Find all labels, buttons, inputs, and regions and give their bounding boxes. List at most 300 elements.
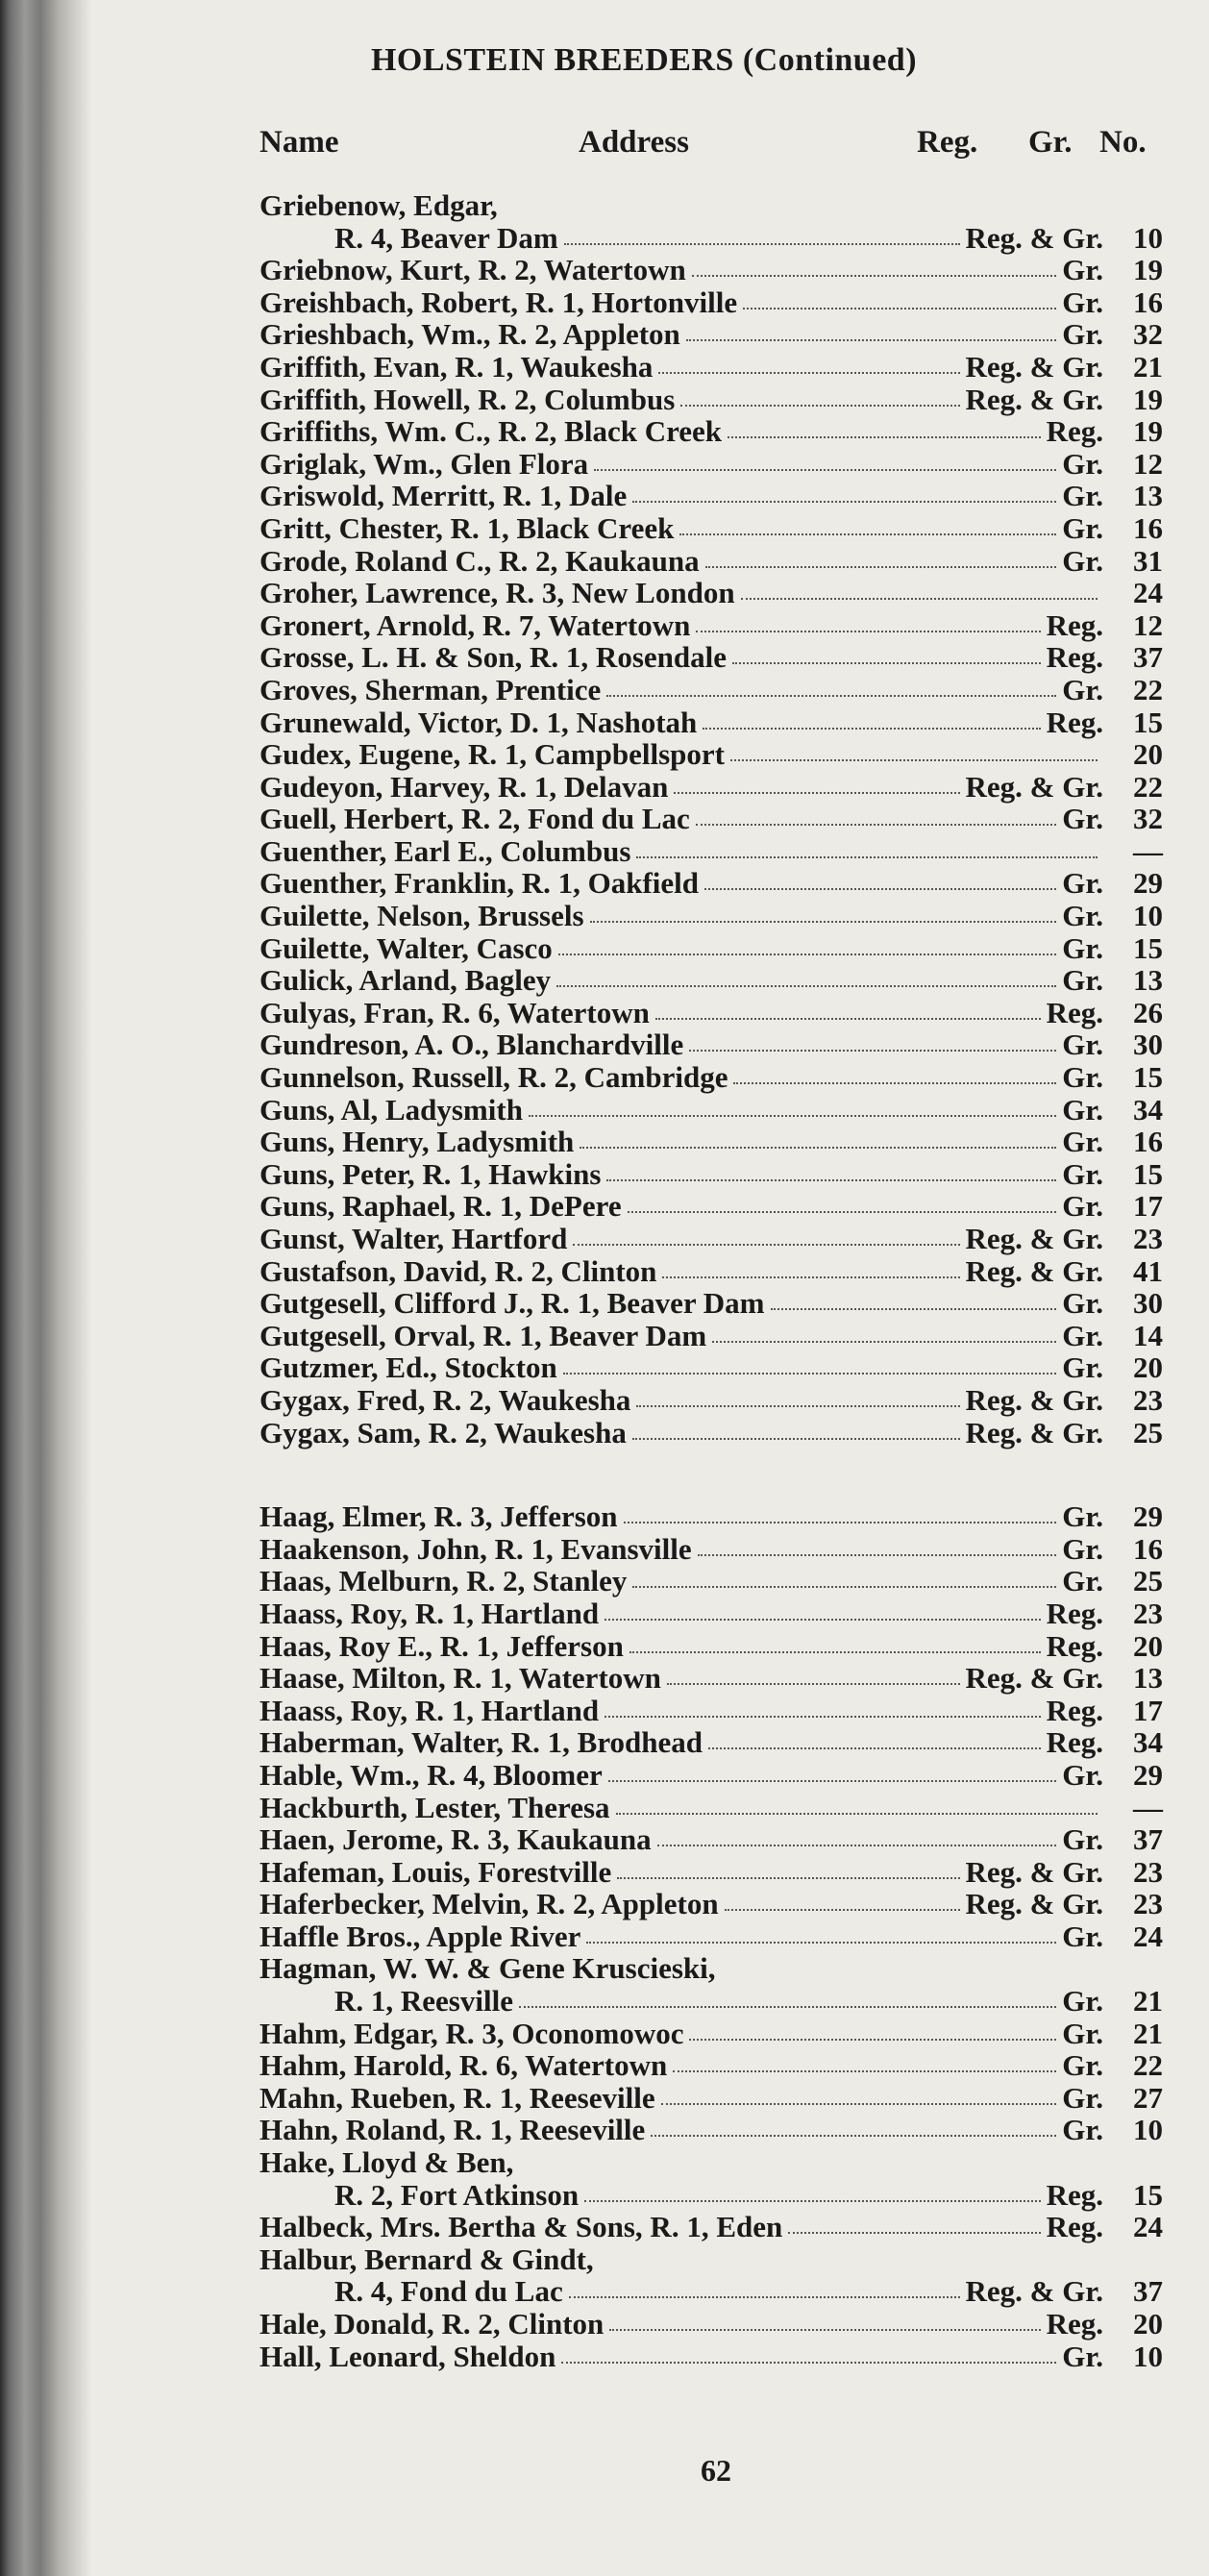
list-item bbox=[259, 2275, 1163, 2308]
column-header-reg: Reg. bbox=[917, 125, 978, 160]
dot-leader bbox=[788, 2211, 1040, 2234]
herd-count: 27 bbox=[1133, 2080, 1163, 2115]
dot-leader bbox=[689, 1028, 1056, 1052]
breeder-name-address: Hale, Donald, R. 2, Clinton bbox=[259, 2307, 604, 2341]
breeder-name-address: Gulick, Arland, Bagley bbox=[259, 963, 552, 998]
dot-leader bbox=[629, 1630, 1041, 1653]
list-item bbox=[259, 609, 1163, 642]
breeder-name-address: Guns, Peter, R. 1, Hawkins bbox=[259, 1156, 602, 1191]
dot-leader bbox=[673, 2049, 1056, 2072]
list-item bbox=[259, 512, 1163, 545]
registration-status: Reg. bbox=[1046, 2210, 1103, 2244]
registration-status: Gr. bbox=[1062, 1060, 1103, 1095]
dot-leader bbox=[594, 448, 1056, 471]
list-item bbox=[259, 2049, 1163, 2082]
registration-status: Gr. bbox=[1062, 2113, 1103, 2147]
breeder-name-address: Groher, Lawrence, R. 3, New London bbox=[259, 576, 735, 610]
breeder-name-address: Guell, Herbert, R. 2, Fond du Lac bbox=[259, 802, 690, 836]
registration-status: Gr. bbox=[1062, 1156, 1103, 1191]
dot-leader bbox=[698, 1533, 1057, 1556]
breeder-name-address: R. 4, Fond du Lac bbox=[334, 2274, 563, 2309]
registration-status: Gr. bbox=[1062, 1318, 1103, 1352]
registration-status: Reg. bbox=[1046, 607, 1103, 642]
column-header-name: Name bbox=[259, 125, 339, 160]
breeder-name-address: Griglak, Wm., Glen Flora bbox=[259, 446, 589, 481]
list-item bbox=[259, 674, 1163, 706]
dot-leader bbox=[722, 1952, 1098, 1973]
list-item bbox=[259, 2146, 1163, 2179]
herd-count: 17 bbox=[1133, 1189, 1163, 1224]
herd-count: — bbox=[1133, 833, 1163, 868]
breeder-name-address: Griffith, Howell, R. 2, Columbus bbox=[259, 382, 676, 416]
column-header-gr: Gr. bbox=[1028, 125, 1073, 160]
list-item bbox=[259, 1061, 1163, 1094]
list-item bbox=[259, 1662, 1163, 1695]
breeder-name-address: Haffle Bros., Apple River bbox=[259, 1919, 581, 1953]
herd-count: 12 bbox=[1133, 446, 1163, 481]
herd-count: 20 bbox=[1133, 1350, 1163, 1385]
breeder-name-address: Grunewald, Victor, D. 1, Nashotah bbox=[259, 705, 698, 739]
dot-leader bbox=[616, 1792, 1098, 1815]
section-gap bbox=[259, 1449, 1163, 1500]
registration-status: Reg. bbox=[1046, 705, 1103, 739]
dot-leader bbox=[661, 2082, 1057, 2105]
registration-status: Reg. & Gr. bbox=[965, 769, 1103, 804]
breeder-name-address: Gutgesell, Orval, R. 1, Beaver Dam bbox=[259, 1318, 707, 1352]
breeder-name-address: Gustafson, David, R. 2, Clinton bbox=[259, 1253, 657, 1288]
breeder-name-address: Haass, Roy, R. 1, Hartland bbox=[259, 1596, 600, 1630]
herd-count: 20 bbox=[1133, 737, 1163, 772]
dot-leader bbox=[624, 1500, 1057, 1523]
column-header-address: Address bbox=[579, 125, 689, 160]
breeder-name-address: Hable, Wm., R. 4, Bloomer bbox=[259, 1757, 603, 1792]
herd-count: 23 bbox=[1133, 1887, 1163, 1921]
registration-status: Gr. bbox=[1062, 1984, 1103, 2019]
herd-count: 10 bbox=[1133, 2339, 1163, 2373]
registration-status: Reg. & Gr. bbox=[965, 1382, 1103, 1417]
list-item bbox=[259, 932, 1163, 965]
registration-status: Reg. & Gr. bbox=[965, 220, 1103, 255]
dot-leader bbox=[632, 1417, 960, 1440]
dot-leader bbox=[584, 2179, 1041, 2202]
list-item bbox=[259, 254, 1163, 286]
herd-count: 10 bbox=[1133, 2113, 1163, 2147]
list-item bbox=[259, 1952, 1163, 1985]
dot-leader bbox=[658, 351, 959, 374]
herd-count: 32 bbox=[1133, 317, 1163, 352]
registration-status: Reg. bbox=[1046, 995, 1103, 1029]
registration-status: Gr. bbox=[1062, 2080, 1103, 2115]
registration-status: Gr. bbox=[1062, 1125, 1103, 1159]
list-item bbox=[259, 1094, 1163, 1127]
registration-status: Gr. bbox=[1062, 1028, 1103, 1062]
registration-status: Reg. bbox=[1046, 1596, 1103, 1630]
registration-status: Gr. bbox=[1062, 285, 1103, 319]
dot-leader bbox=[705, 545, 1057, 568]
herd-count: 31 bbox=[1133, 543, 1163, 578]
registration-status: Gr. bbox=[1062, 672, 1103, 706]
breeder-name-address: Halbeck, Mrs. Bertha & Sons, R. 1, Eden bbox=[259, 2210, 783, 2244]
dot-leader bbox=[529, 1094, 1056, 1117]
breeder-name-address: Guenther, Franklin, R. 1, Oakfield bbox=[259, 866, 700, 901]
list-item bbox=[259, 415, 1163, 448]
registration-status: Reg. & Gr. bbox=[965, 1887, 1103, 1921]
registration-status: Reg. & Gr. bbox=[965, 2274, 1103, 2309]
list-item bbox=[259, 803, 1163, 835]
dot-leader bbox=[556, 964, 1056, 987]
dot-leader bbox=[632, 1565, 1056, 1588]
herd-count: 22 bbox=[1133, 672, 1163, 706]
registration-status: Reg. bbox=[1046, 1628, 1103, 1663]
list-item bbox=[259, 1158, 1163, 1191]
breeder-name-address: Haas, Melburn, R. 2, Stanley bbox=[259, 1564, 628, 1598]
herd-count: 23 bbox=[1133, 1854, 1163, 1889]
dot-leader bbox=[600, 2243, 1098, 2265]
breeder-name-address: Gudex, Eugene, R. 1, Campbellsport bbox=[259, 737, 725, 772]
dot-leader bbox=[606, 674, 1056, 697]
herd-count: 15 bbox=[1133, 1060, 1163, 1095]
registration-status: Gr. bbox=[1062, 253, 1103, 287]
registration-status: Reg. & Gr. bbox=[965, 1222, 1103, 1255]
column-header-no: No. bbox=[1099, 125, 1147, 160]
dot-leader bbox=[686, 318, 1056, 341]
dot-leader bbox=[679, 512, 1056, 535]
registration-status: Gr. bbox=[1062, 1189, 1103, 1224]
list-item bbox=[259, 1598, 1163, 1630]
herd-count: 19 bbox=[1133, 414, 1163, 449]
breeder-name-address: Haferbecker, Melvin, R. 2, Appleton bbox=[259, 1887, 719, 1921]
registration-status: Reg. bbox=[1046, 2177, 1103, 2212]
registration-status: Gr. bbox=[1062, 2016, 1103, 2050]
list-item bbox=[259, 1320, 1163, 1352]
registration-status: Gr. bbox=[1062, 1092, 1103, 1127]
herd-count: 17 bbox=[1133, 1693, 1163, 1727]
registration-status: Gr. bbox=[1062, 2048, 1103, 2083]
breeder-name-address: Guilette, Nelson, Brussels bbox=[259, 899, 584, 933]
dot-leader bbox=[569, 2275, 960, 2298]
herd-count: 21 bbox=[1133, 1984, 1163, 2019]
dot-leader bbox=[732, 641, 1041, 664]
herd-count: 29 bbox=[1133, 866, 1163, 901]
breeder-name-address: Gutgesell, Clifford J., R. 1, Beaver Dam bbox=[259, 1286, 765, 1321]
breeder-name-address: Greishbach, Robert, R. 1, Hortonville bbox=[259, 285, 738, 319]
list-item bbox=[259, 222, 1163, 255]
registration-status: Gr. bbox=[1062, 510, 1103, 545]
dot-leader bbox=[743, 286, 1056, 310]
herd-count: 26 bbox=[1133, 995, 1163, 1029]
breeder-name-address: R. 2, Fort Atkinson bbox=[334, 2177, 580, 2212]
registration-status: Reg. bbox=[1046, 1725, 1103, 1760]
list-item bbox=[259, 577, 1163, 609]
dot-leader bbox=[608, 1759, 1056, 1782]
breeder-name-address: Grode, Roland C., R. 2, Kaukauna bbox=[259, 543, 700, 578]
breeder-name-address: Haase, Milton, R. 1, Watertown bbox=[259, 1661, 661, 1696]
herd-count: 29 bbox=[1133, 1757, 1163, 1792]
dot-leader bbox=[651, 2114, 1056, 2137]
dot-leader bbox=[564, 222, 960, 245]
list-item bbox=[259, 835, 1163, 868]
herd-count: 10 bbox=[1133, 899, 1163, 933]
dot-leader bbox=[604, 1598, 1040, 1621]
breeder-name-address: Gudeyon, Harvey, R. 1, Delavan bbox=[259, 769, 669, 804]
breeder-name-address: Haass, Roy, R. 1, Hartland bbox=[259, 1693, 600, 1727]
list-item bbox=[259, 1823, 1163, 1856]
dot-leader bbox=[657, 1823, 1057, 1846]
herd-count: 30 bbox=[1133, 1286, 1163, 1321]
list-item bbox=[259, 480, 1163, 512]
list-item bbox=[259, 1028, 1163, 1061]
breeder-group-g bbox=[259, 189, 1163, 1449]
herd-count: 37 bbox=[1133, 2274, 1163, 2309]
list-item bbox=[259, 1255, 1163, 1288]
breeder-name-address: Groves, Sherman, Prentice bbox=[259, 672, 602, 706]
list-item bbox=[259, 384, 1163, 416]
herd-count: 19 bbox=[1133, 253, 1163, 287]
list-item bbox=[259, 1565, 1163, 1598]
herd-count: 12 bbox=[1133, 607, 1163, 642]
registration-status: Gr. bbox=[1062, 963, 1103, 998]
herd-count: 22 bbox=[1133, 2048, 1163, 2083]
herd-count: 24 bbox=[1133, 1919, 1163, 1953]
dot-leader bbox=[728, 415, 1041, 438]
dot-leader bbox=[680, 384, 959, 407]
breeder-name-address: Hahn, Roland, R. 1, Reeseville bbox=[259, 2113, 646, 2147]
herd-count: 16 bbox=[1133, 1531, 1163, 1566]
breeder-name-address: Gronert, Arnold, R. 7, Watertown bbox=[259, 607, 691, 642]
herd-count: 24 bbox=[1133, 2210, 1163, 2244]
registration-status: Gr. bbox=[1062, 1822, 1103, 1857]
list-item bbox=[259, 1726, 1163, 1759]
dot-leader bbox=[667, 1662, 960, 1685]
list-item bbox=[259, 2179, 1163, 2212]
dot-leader bbox=[636, 835, 1098, 858]
registration-status: Gr. bbox=[1062, 1499, 1103, 1534]
breeder-name-address: Hackburth, Lester, Theresa bbox=[259, 1790, 610, 1824]
dot-leader bbox=[741, 577, 1098, 600]
herd-count: 20 bbox=[1133, 1628, 1163, 1663]
list-item bbox=[259, 1384, 1163, 1417]
dot-leader bbox=[674, 771, 959, 794]
breeder-name-address: Gygax, Sam, R. 2, Waukesha bbox=[259, 1415, 627, 1449]
dot-leader bbox=[703, 706, 1040, 730]
dot-leader bbox=[696, 609, 1040, 632]
list-item bbox=[259, 1630, 1163, 1663]
dot-leader bbox=[586, 1920, 1056, 1944]
registration-status: Gr. bbox=[1062, 1286, 1103, 1321]
breeder-name-address: Griebnow, Kurt, R. 2, Watertown bbox=[259, 253, 686, 287]
herd-count: 15 bbox=[1133, 930, 1163, 965]
page-title: HOLSTEIN BREEDERS (Continued) bbox=[370, 42, 918, 78]
list-item bbox=[259, 1888, 1163, 1920]
list-item bbox=[259, 1792, 1163, 1824]
dot-leader bbox=[730, 738, 1098, 761]
dot-leader bbox=[573, 1223, 959, 1246]
list-item bbox=[259, 1856, 1163, 1889]
herd-count: 13 bbox=[1133, 963, 1163, 998]
list-item bbox=[259, 286, 1163, 319]
registration-status: Reg. & Gr. bbox=[965, 382, 1103, 416]
breeder-name-address: Grieshbach, Wm., R. 2, Appleton bbox=[259, 317, 680, 352]
dot-leader bbox=[692, 254, 1056, 277]
breeder-name-address: Guns, Henry, Ladysmith bbox=[259, 1125, 575, 1159]
list-item bbox=[259, 1985, 1163, 2018]
breeder-list bbox=[259, 189, 1163, 2372]
herd-count: 15 bbox=[1133, 705, 1163, 739]
list-item bbox=[259, 2341, 1163, 2373]
list-item bbox=[259, 2243, 1163, 2276]
list-item bbox=[259, 2018, 1163, 2050]
list-item bbox=[259, 351, 1163, 384]
herd-count: 30 bbox=[1133, 1028, 1163, 1062]
registration-status: Gr. bbox=[1062, 1564, 1103, 1598]
dot-leader bbox=[519, 2146, 1098, 2167]
list-item bbox=[259, 2114, 1163, 2146]
list-item bbox=[259, 997, 1163, 1029]
list-item bbox=[259, 2082, 1163, 2115]
breeder-name-address: Mahn, Rueben, R. 1, Reeseville bbox=[259, 2080, 655, 2115]
list-item bbox=[259, 867, 1163, 900]
herd-count: 15 bbox=[1133, 1156, 1163, 1191]
herd-count: 23 bbox=[1133, 1222, 1163, 1255]
breeder-name-address: Gunnelson, Russell, R. 2, Cambridge bbox=[259, 1060, 728, 1095]
dot-leader bbox=[632, 480, 1056, 503]
registration-status: Reg. bbox=[1046, 414, 1103, 449]
list-item bbox=[259, 1920, 1163, 1953]
breeder-name-address: Hagman, W. W. & Gene Kruscieski, bbox=[259, 1951, 716, 1986]
breeder-name-address: Guns, Al, Ladysmith bbox=[259, 1092, 523, 1127]
herd-count: 15 bbox=[1133, 2177, 1163, 2212]
registration-status: Gr. bbox=[1062, 317, 1103, 352]
herd-count: 37 bbox=[1133, 640, 1163, 675]
herd-count: 24 bbox=[1133, 576, 1163, 610]
list-item bbox=[259, 738, 1163, 771]
registration-status: Gr. bbox=[1062, 802, 1103, 836]
dot-leader bbox=[617, 1856, 959, 1879]
list-item bbox=[259, 1695, 1163, 1727]
registration-status: Gr. bbox=[1062, 479, 1103, 513]
breeder-name-address: Gygax, Fred, R. 2, Waukesha bbox=[259, 1382, 631, 1417]
dot-leader bbox=[628, 1190, 1057, 1213]
dot-leader bbox=[704, 867, 1056, 890]
breeder-group-h bbox=[259, 1500, 1163, 2372]
dot-leader bbox=[504, 189, 1098, 211]
registration-status: Gr. bbox=[1062, 1757, 1103, 1792]
dot-leader bbox=[606, 1158, 1056, 1181]
dot-leader bbox=[590, 900, 1057, 923]
list-item bbox=[259, 1759, 1163, 1792]
breeder-name-address: Hake, Lloyd & Ben, bbox=[259, 2145, 514, 2180]
breeder-name-address: Griffith, Evan, R. 1, Waukesha bbox=[259, 349, 654, 384]
dot-leader bbox=[733, 1061, 1056, 1084]
herd-count: 13 bbox=[1133, 1661, 1163, 1696]
breeder-name-address: Hall, Leonard, Sheldon bbox=[259, 2339, 556, 2373]
registration-status: Gr. bbox=[1062, 1919, 1103, 1953]
page-number: 62 bbox=[701, 2453, 731, 2488]
breeder-name-address: Halbur, Bernard & Gindt, bbox=[259, 2242, 594, 2276]
breeder-name-address: Guilette, Walter, Casco bbox=[259, 930, 553, 965]
breeder-name-address: Haen, Jerome, R. 3, Kaukauna bbox=[259, 1822, 652, 1857]
registration-status: Gr. bbox=[1062, 866, 1103, 901]
herd-count: 19 bbox=[1133, 382, 1163, 416]
herd-count: 21 bbox=[1133, 349, 1163, 384]
herd-count: 25 bbox=[1133, 1564, 1163, 1598]
herd-count: 13 bbox=[1133, 479, 1163, 513]
registration-status: Reg. bbox=[1046, 640, 1103, 675]
list-item bbox=[259, 1533, 1163, 1566]
registration-status: Gr. bbox=[1062, 899, 1103, 933]
breeder-name-address: Hahm, Edgar, R. 3, Oconomowoc bbox=[259, 2016, 684, 2050]
registration-status: Gr. bbox=[1062, 1350, 1103, 1385]
herd-count: 22 bbox=[1133, 769, 1163, 804]
list-item bbox=[259, 1351, 1163, 1384]
registration-status: Reg. & Gr. bbox=[965, 1415, 1103, 1449]
herd-count: 32 bbox=[1133, 802, 1163, 836]
registration-status: Reg. bbox=[1046, 1693, 1103, 1727]
dot-leader bbox=[519, 1985, 1056, 2008]
registration-status: Gr. bbox=[1062, 1531, 1103, 1566]
breeder-name-address: R. 4, Beaver Dam bbox=[334, 220, 558, 255]
registration-status: Gr. bbox=[1062, 446, 1103, 481]
dot-leader bbox=[558, 932, 1056, 955]
registration-status: Gr. bbox=[1062, 2339, 1103, 2373]
herd-count: 37 bbox=[1133, 1822, 1163, 1857]
breeder-name-address: Gutzmer, Ed., Stockton bbox=[259, 1350, 557, 1385]
dot-leader bbox=[708, 1726, 1041, 1749]
dot-leader bbox=[725, 1888, 960, 1911]
dot-leader bbox=[689, 2018, 1056, 2041]
breeder-name-address: Gulyas, Fran, R. 6, Watertown bbox=[259, 995, 650, 1029]
registration-status: Gr. bbox=[1062, 930, 1103, 965]
list-item bbox=[259, 545, 1163, 578]
herd-count: 16 bbox=[1133, 285, 1163, 319]
breeder-name-address: Haakenson, John, R. 1, Evansville bbox=[259, 1531, 692, 1566]
list-item bbox=[259, 2308, 1163, 2341]
breeder-name-address: Haas, Roy E., R. 1, Jefferson bbox=[259, 1628, 624, 1663]
herd-count: 41 bbox=[1133, 1253, 1163, 1288]
breeder-name-address: Griswold, Merritt, R. 1, Dale bbox=[259, 479, 628, 513]
dot-leader bbox=[771, 1287, 1057, 1310]
breeder-name-address: Griebenow, Edgar, bbox=[259, 188, 498, 222]
registration-status: Reg. & Gr. bbox=[965, 1661, 1103, 1696]
book-spine-shadow bbox=[0, 0, 91, 2576]
herd-count: 34 bbox=[1133, 1092, 1163, 1127]
breeder-name-address: Hahm, Harold, R. 6, Watertown bbox=[259, 2048, 668, 2083]
dot-leader bbox=[662, 1255, 959, 1278]
herd-count: 16 bbox=[1133, 510, 1163, 545]
list-item bbox=[259, 1500, 1163, 1533]
herd-count: 23 bbox=[1133, 1596, 1163, 1630]
dot-leader bbox=[604, 1695, 1040, 1718]
list-item bbox=[259, 448, 1163, 481]
breeder-name-address: Haberman, Walter, R. 1, Brodhead bbox=[259, 1725, 703, 1760]
dot-leader bbox=[609, 2308, 1040, 2331]
herd-count: 23 bbox=[1133, 1382, 1163, 1417]
list-item bbox=[259, 1417, 1163, 1449]
herd-count: 16 bbox=[1133, 1125, 1163, 1159]
dot-leader bbox=[563, 1351, 1056, 1375]
list-item bbox=[259, 771, 1163, 804]
breeder-name-address: Guns, Raphael, R. 1, DePere bbox=[259, 1189, 622, 1224]
herd-count: — bbox=[1133, 1790, 1163, 1824]
list-item bbox=[259, 1287, 1163, 1320]
breeder-name-address: Gundreson, A. O., Blanchardville bbox=[259, 1028, 684, 1062]
herd-count: 29 bbox=[1133, 1499, 1163, 1534]
list-item bbox=[259, 1126, 1163, 1158]
list-item bbox=[259, 900, 1163, 932]
breeder-name-address: Guenther, Earl E., Columbus bbox=[259, 833, 631, 868]
registration-status: Gr. bbox=[1062, 543, 1103, 578]
list-item bbox=[259, 1223, 1163, 1255]
